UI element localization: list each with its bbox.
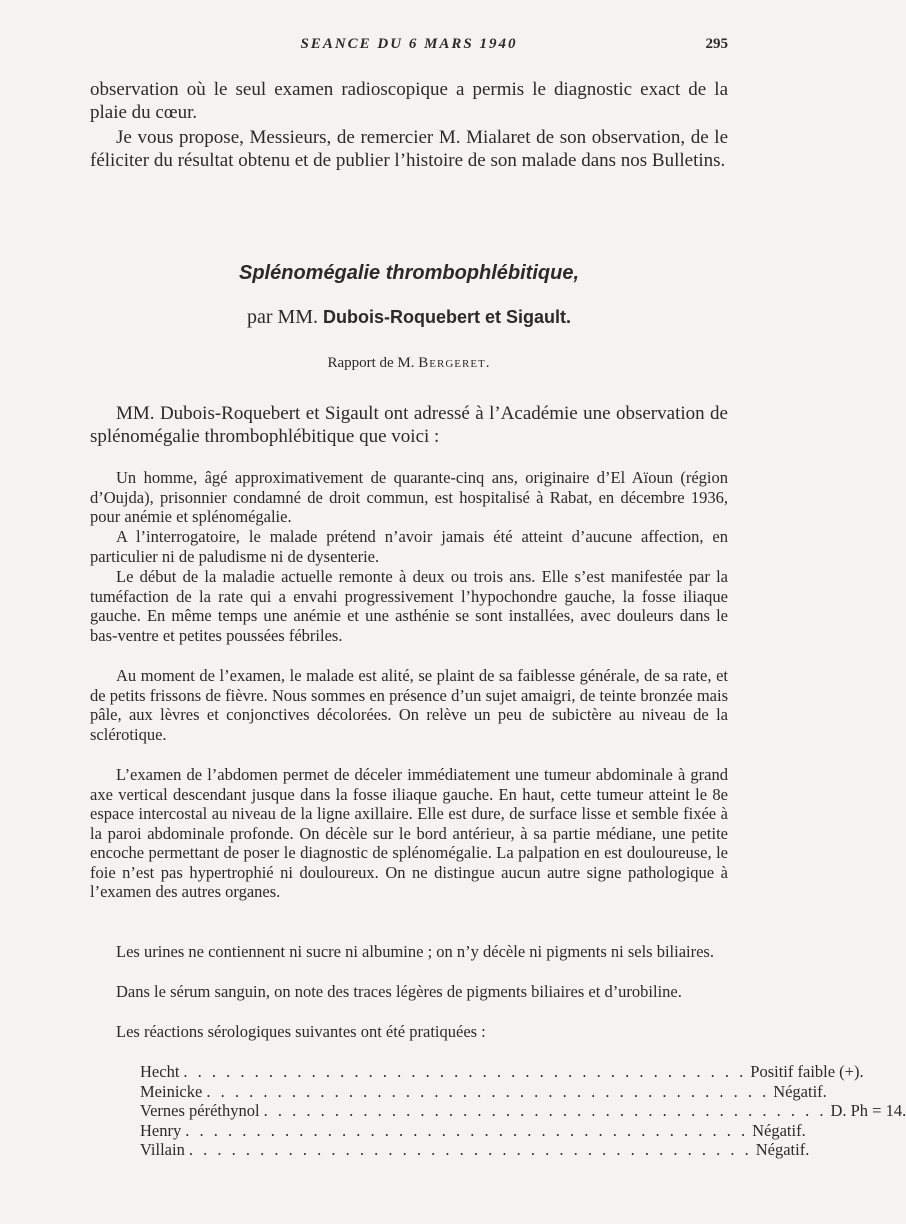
observation-paragraph-7: Dans le sérum sanguin, on note des traces légères de pigments biliaires et d’urobiline. (116, 982, 682, 1001)
reaction-row (140, 1140, 810, 1160)
reaction-name: Vernes péréthynol (140, 1101, 260, 1120)
byline (90, 306, 728, 329)
observation-paragraph-3: Le début de la maladie actuelle remonte à deux ou trois ans. Elle s’est manifestée par la tuméfaction de la rate qui a envahi progressivement l’hypochondre gauche, la fosse iliaque gauche. En même temps une anémie et une asthénie se sont installées, avec douleurs dans le bas-ventre et petites poussées fébriles. (90, 567, 728, 645)
observation-paragraph-6: Les urines ne contiennent ni sucre ni albumine ; on n’y décèle ni pigments ni sels biliaires. (116, 942, 714, 961)
reaction-name: Meinicke (140, 1081, 203, 1101)
observation-paragraph-4: Au moment de l’examen, le malade est alité, se plaint de sa faiblesse générale, de sa rate, et de petits frissons de fièvre. Nous sommes en présence d’un sujet amaigri, de teinte bronzée mais pâle, aux lèvres et conjonctives décolorées. On relève un peu de subictère au niveau de la sclérotique. (90, 666, 728, 744)
reaction-row (140, 1062, 864, 1082)
header-title: SEANCE DU 6 MARS 1940 (300, 36, 518, 52)
observation-paragraph-2: A l’interrogatoire, le malade prétend n’avoir jamais été atteint d’aucune affection, en particulier ni de paludisme ni de dysenterie. (90, 527, 728, 566)
reaction-result: Négatif. (755, 1140, 810, 1159)
reaction-result: D. Ph = 14. (830, 1101, 906, 1120)
intro-paragraph-1: observation où le seul examen radioscopique a permis le diagnostic exact de la plaie du cœur. (90, 79, 728, 123)
reaction-result: Négatif. (773, 1081, 827, 1101)
observation-paragraph-1: Un homme, âgé approximativement de quarante-cinq ans, originaire d’El Aïoun (région d’Oujda), prisonnier condamné de droit commun, est hospitalisé à Rabat, en décembre 1936, pour anémie et splénomégalie. (90, 468, 728, 526)
rapport-line (90, 355, 728, 372)
reaction-name: Villain (140, 1140, 185, 1159)
reaction-name: Henry (140, 1120, 182, 1140)
observation-paragraph-5: L’examen de l’abdomen permet de déceler immédiatement une tumeur abdominale à grand axe vertical descendant jusque dans la fosse iliaque gauche. En haut, cette tumeur atteint le 8e espace intercostal au niveau de la ligne axillaire. Elle est dure, de surface lisse et semble fixée à la paroi abdominale profonde. On décèle sur le bord antérieur, à sa partie médiane, une petite encoche permettant de poser le diagnostic de splénomégalie. La palpation en est douloureuse, le foie n’est pas hypertrophié ni douloureux. On ne distingue aucun autre signe pathologique à l’examen des autres organes. (90, 765, 728, 901)
leader-dots: . . . . . . . . . . . . . . . . . . . . . . . . . . . . . . . . . . . . . . . . (206, 1081, 770, 1101)
reaction-row (140, 1120, 806, 1141)
leader-dots: . . . . . . . . . . . . . . . . . . . . . . . . . . . . . . . . . . . . . . . . (188, 1140, 752, 1159)
leader-dots: . . . . . . . . . . . . . . . . . . . . . . . . . . . . . . . . . . . . . . . . (183, 1062, 747, 1081)
reaction-name: Hecht (140, 1062, 180, 1081)
article-title: Splénomégalie thrombophlébitique, (238, 262, 580, 284)
reaction-row (140, 1081, 827, 1102)
leader-dots: . . . . . . . . . . . . . . . . . . . . . . . . . . . . . . . . . . . . . . . . (185, 1120, 749, 1140)
leader-dots: . . . . . . . . . . . . . . . . . . . . . . . . . . . . . . . . . . . . . . . . (263, 1101, 827, 1120)
observation-paragraph-8: Les réactions sérologiques suivantes ont été pratiquées : (116, 1022, 486, 1041)
intro-paragraph-2: Je vous propose, Messieurs, de remercier M. Mialaret de son observation, de le féliciter du résultat obtenu et de publier l’histoire de son malade dans nos Bulletins. (90, 127, 728, 171)
running-header (90, 36, 728, 56)
reaction-result: Négatif. (752, 1120, 806, 1140)
reaction-result: Positif faible (+). (750, 1062, 864, 1081)
byline-authors: Dubois-Roquebert et Sigault. (323, 307, 572, 327)
rapport-prefix: Rapport de M. (327, 355, 415, 371)
reactions-list (140, 1062, 906, 1160)
article-lead: MM. Dubois-Roquebert et Sigault ont adressé à l’Académie une observation de splénomégalie thrombophlébitique que voici : (90, 403, 728, 447)
reaction-row (140, 1101, 906, 1121)
rapport-name: Bergeret. (418, 355, 491, 371)
byline-prefix: par MM. (246, 306, 319, 328)
page-number: 295 (705, 36, 728, 52)
